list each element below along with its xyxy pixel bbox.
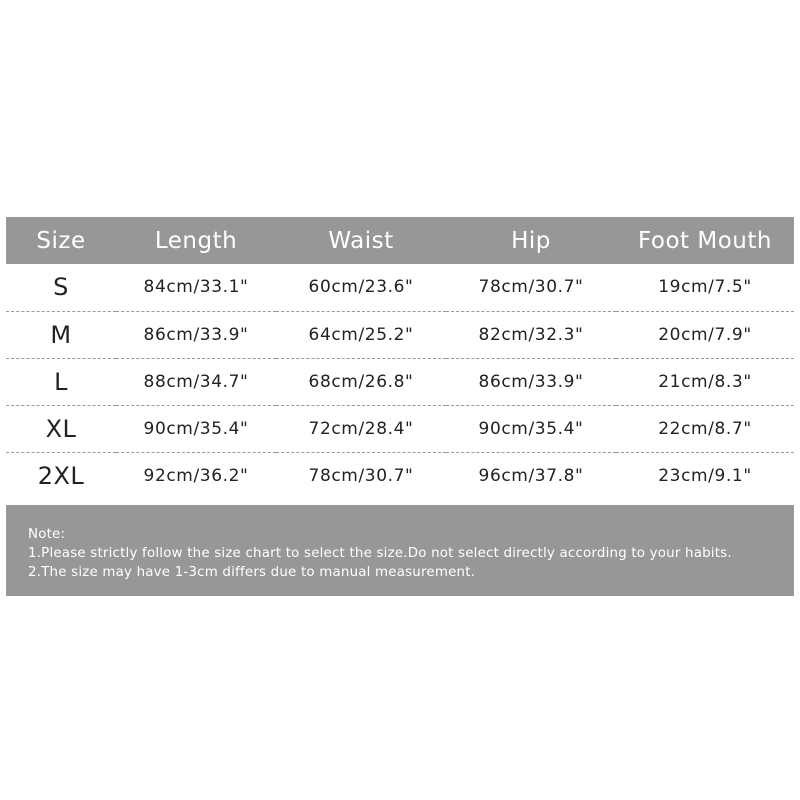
table-row bbox=[6, 358, 794, 405]
foot-mouth-cell: 21cm/8.3" bbox=[658, 371, 752, 392]
note-line-1: 1.Please strictly follow the size chart to select the size.Do not select directly according to your habits. bbox=[28, 546, 732, 561]
waist-cell: 64cm/25.2" bbox=[308, 324, 414, 345]
header-size: Size bbox=[36, 227, 86, 254]
waist-cell: 68cm/26.8" bbox=[308, 371, 414, 392]
length-cell: 90cm/35.4" bbox=[143, 418, 249, 439]
header-hip: Hip bbox=[511, 227, 551, 254]
note-box bbox=[6, 505, 794, 596]
table-row bbox=[6, 452, 794, 499]
length-cell: 84cm/33.1" bbox=[143, 277, 249, 298]
size-cell: M bbox=[50, 320, 72, 349]
hip-cell: 78cm/30.7" bbox=[478, 277, 584, 298]
note-line-2: 2.The size may have 1-3cm differs due to manual measurement. bbox=[28, 565, 476, 580]
size-chart-table bbox=[6, 217, 794, 499]
length-cell: 92cm/36.2" bbox=[143, 465, 249, 486]
waist-cell: 72cm/28.4" bbox=[308, 418, 414, 439]
length-cell: 88cm/34.7" bbox=[143, 371, 249, 392]
header-waist: Waist bbox=[328, 227, 394, 254]
length-cell: 86cm/33.9" bbox=[143, 324, 249, 345]
header-foot-mouth: Foot Mouth bbox=[638, 227, 772, 254]
size-cell: L bbox=[54, 367, 68, 396]
waist-cell: 60cm/23.6" bbox=[308, 277, 414, 298]
foot-mouth-cell: 23cm/9.1" bbox=[658, 465, 752, 486]
table-row bbox=[6, 311, 794, 358]
hip-cell: 96cm/37.8" bbox=[478, 465, 584, 486]
note-title: Note: bbox=[28, 527, 66, 542]
waist-cell: 78cm/30.7" bbox=[308, 465, 414, 486]
hip-cell: 86cm/33.9" bbox=[478, 371, 584, 392]
foot-mouth-cell: 22cm/8.7" bbox=[658, 418, 752, 439]
header-length: Length bbox=[154, 227, 238, 254]
size-cell: S bbox=[53, 273, 69, 302]
table-row bbox=[6, 264, 794, 311]
foot-mouth-cell: 19cm/7.5" bbox=[658, 277, 752, 298]
foot-mouth-cell: 20cm/7.9" bbox=[658, 324, 752, 345]
table-header-row bbox=[6, 217, 794, 264]
hip-cell: 82cm/32.3" bbox=[478, 324, 584, 345]
size-cell: 2XL bbox=[37, 461, 85, 490]
hip-cell: 90cm/35.4" bbox=[478, 418, 584, 439]
size-cell: XL bbox=[45, 414, 77, 443]
table-row bbox=[6, 405, 794, 452]
